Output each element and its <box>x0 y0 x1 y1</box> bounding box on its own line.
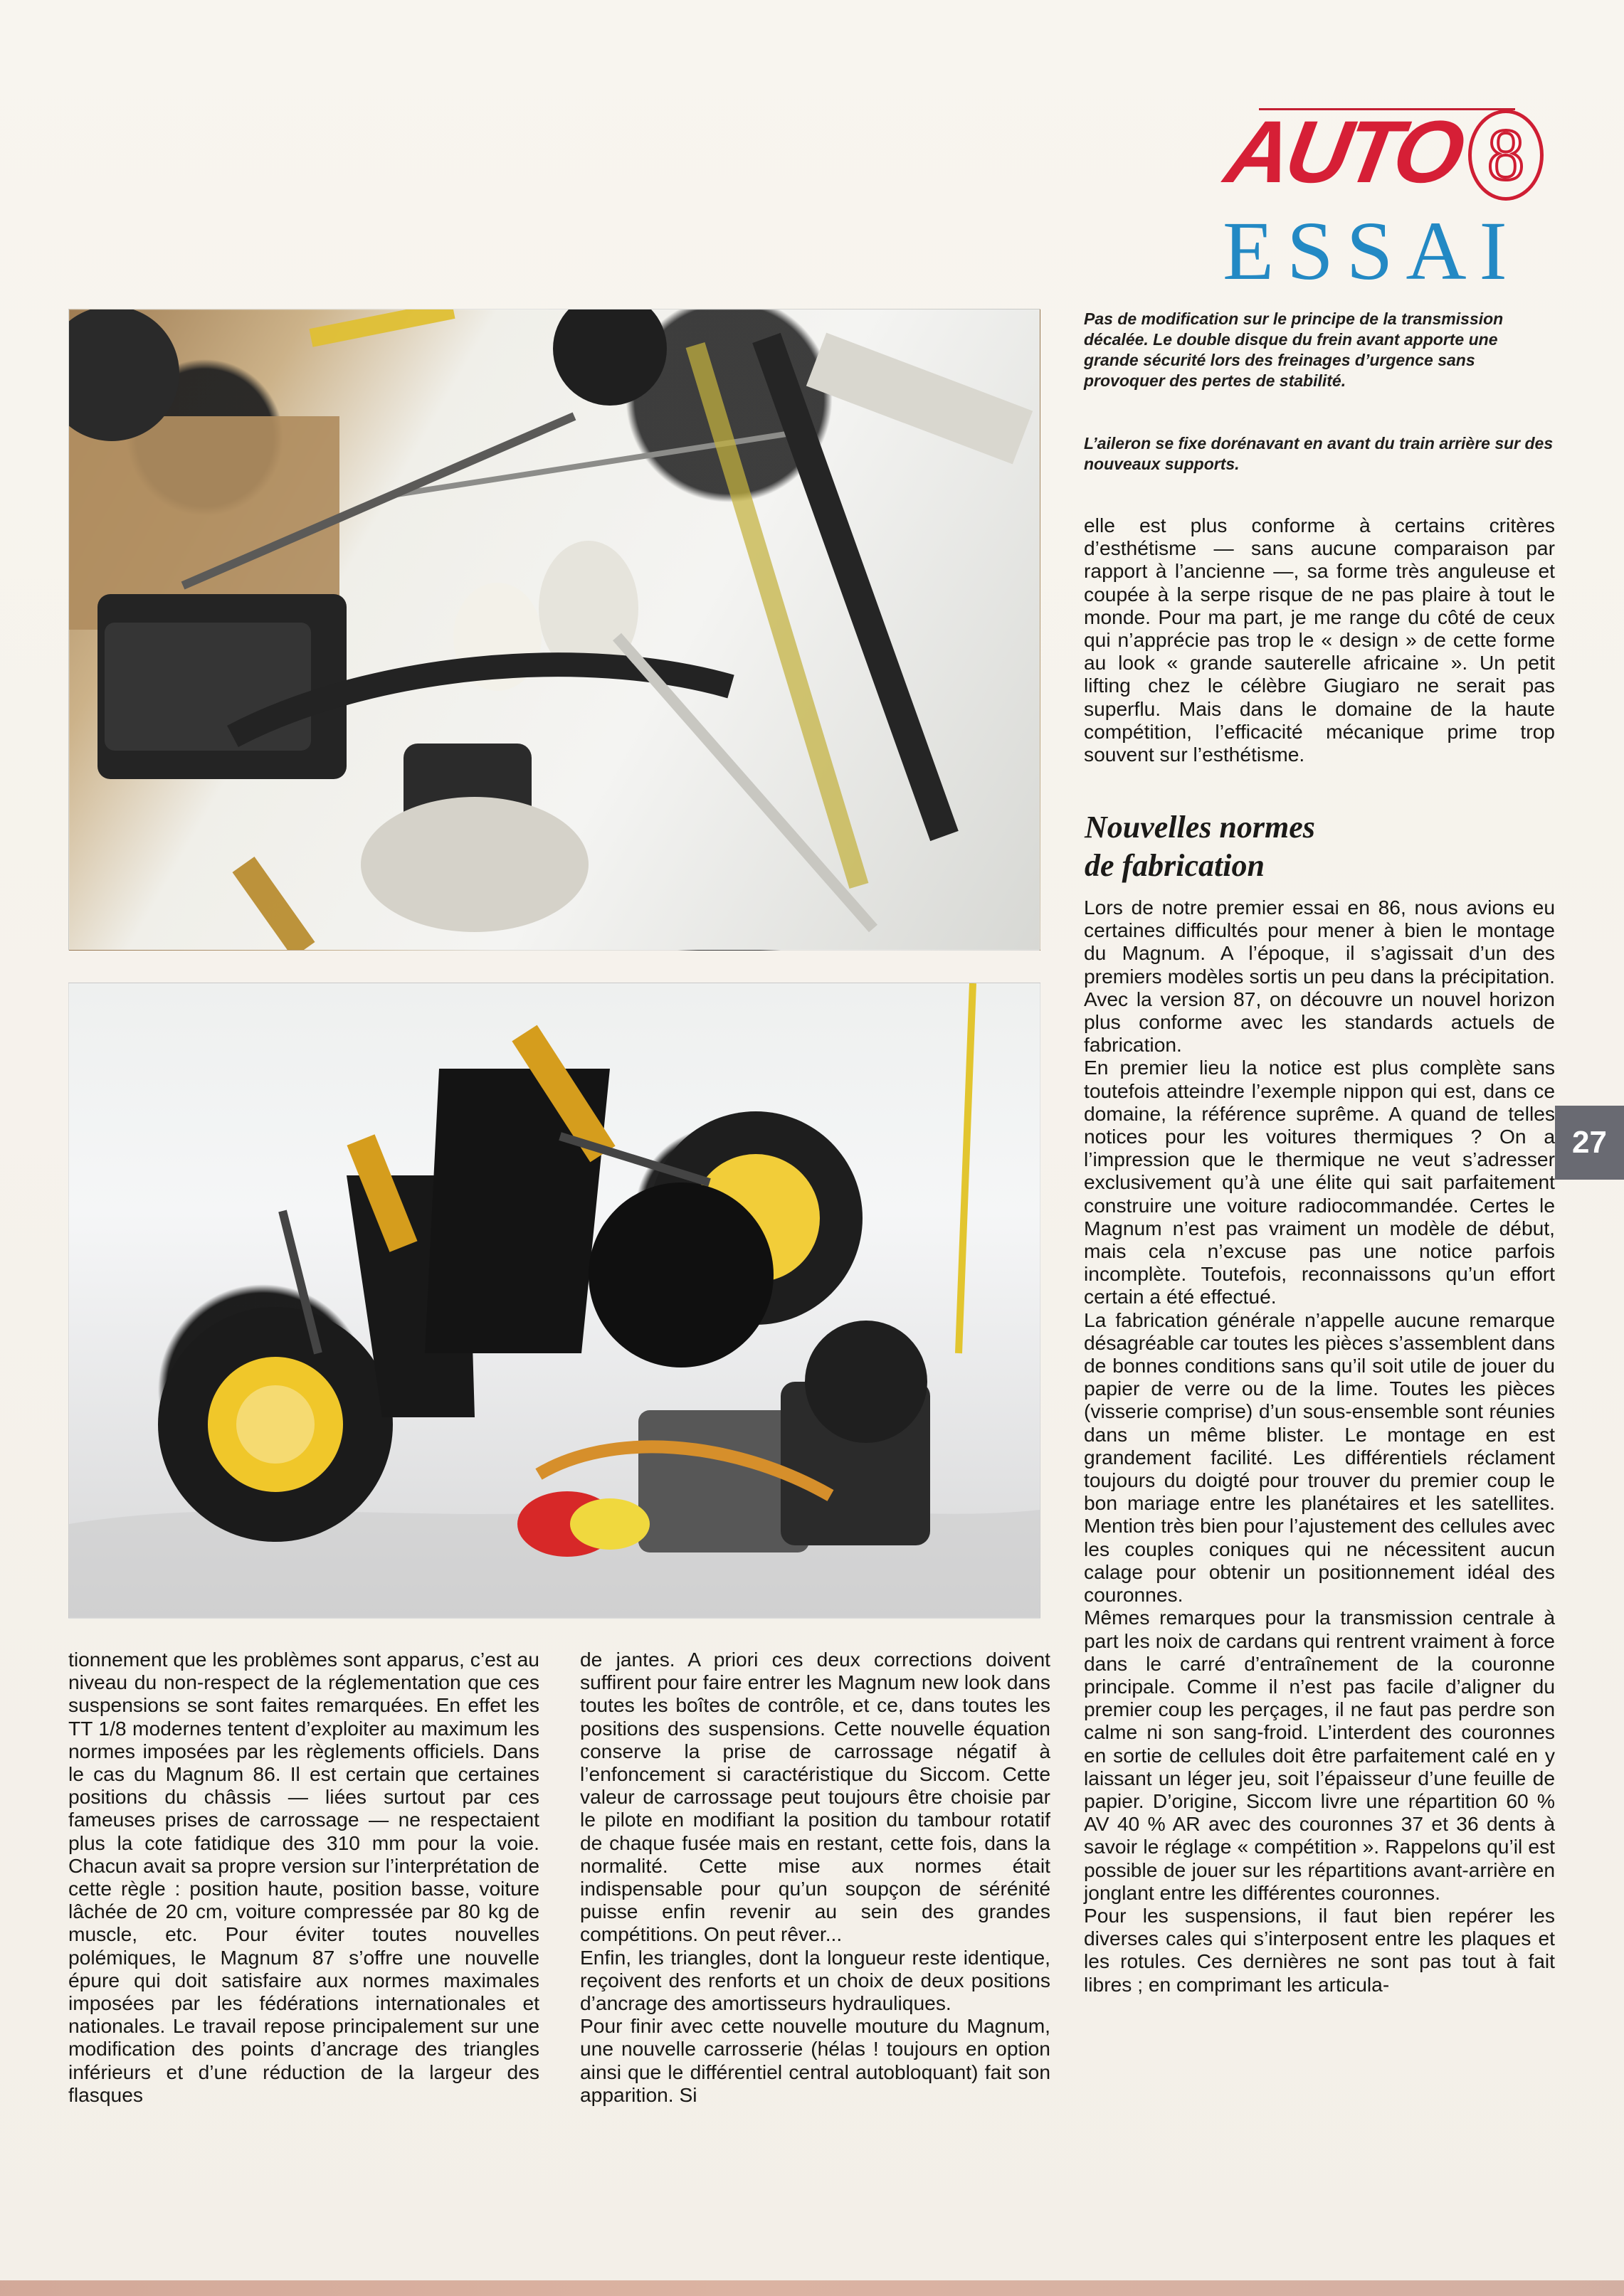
section-title <box>1085 808 1554 885</box>
logo-essai-text: ESSAI <box>1223 204 1520 297</box>
right-column-intro <box>1084 514 1555 766</box>
bottom-color-band <box>0 2280 1624 2296</box>
paragraph-right-3: La fabrication générale n’appelle aucune remarque désagréable car toutes les pièces s’assemblent dans de bonnes conditions sans qu’il soit utile de jouer du papier de verre ou de la lime. Toutes les pièces (visserie comprise) d’un sous-ensemble sont réunies dans un même blister. Le montage en est grandement facilité. Les différentiels réclament toujours du doigté pour trouver du premier coup le bon mariage entre les planétaires et les satellites. Mention très bien pour l’ajustement des cellules avec les couples coniques qui ne nécessitent aucun calage pour obtenir un positionnement idéal des couronnes. <box>1084 1308 1555 1607</box>
paragraph-bottom-middle-3: Pour finir avec cette nouvelle mouture du Magnum, une nouvelle carrosserie (hélas ! toujours en option ainsi que le différentiel central autobloquant) fait son apparition. Si <box>580 2014 1050 2106</box>
page-number-tab <box>1555 1106 1624 1180</box>
logo-auto-text: AUTO <box>1218 103 1468 201</box>
paragraph-bottom-middle-1: de jantes. A priori ces deux corrections doivent suffirent pour faire entrer les Magnum new look dans toutes les boîtes de contrôle, et ce, dans toutes les positions des suspensions. Cette nouvelle équation conserve la prise de carrossage négatif à l’enfoncement si caractéristique du Siccom. Cette valeur de carrossage peut toujours être choisie par le pilote en modifiant la position du tambour rotatif de chaque fusée mais en restant, cette fois, dans la normalité. Cette mise aux normes était indispensable pour qu’un soupçon de sérénité puisse enfin revenir au sein des grandes compétitions. On peut rêver... <box>580 1648 1050 1946</box>
paragraph-right-intro: elle est plus conforme à certains critères d’esthétisme — sans aucune comparaison par rapport à l’ancienne —, sa forme très anguleuse et coupée à la serpe risque de ne pas plaire à tout le monde. Pour ma part, je me range du côté de ceux qui n’apprécie pas trop le « design » de cette forme au look « grande sauterelle africaine ». Un petit lifting chez le célèbre Giugiaro ne serait pas superflu. Mais dans le domaine de la haute compétition, l’efficacité mécanique prime trop souvent sur l’esthétisme. <box>1084 514 1555 766</box>
logo-eight-mark: 8 <box>1468 110 1544 201</box>
bottom-middle-column <box>580 1648 1050 2106</box>
paragraph-right-2: En premier lieu la notice est plus complète sans toutefois atteindre l’exemple nippon qui est, dans ce domaine, la référence suprême. A quand de telles notices pour les voitures thermiques ? On a l’impression que le thermique ne veut s’adresser exclusivement qu’à une élite qui sait parfaitement construire une voiture radiocommandée. Certes le Magnum n’est pas vraiment un modèle de début, mais cela n’excuse pas une notice parfois incomplète. Toutefois, reconnaissons qu’un effort certain a été effectué. <box>1084 1056 1555 1308</box>
bottom-photo-full-car <box>68 983 1040 1619</box>
bottom-left-column <box>68 1648 539 2106</box>
magazine-logo <box>1218 103 1555 297</box>
caption-bottom-photo: L’aileron se fixe dorénavant en avant du train arrière sur des nouveaux supports. <box>1084 434 1554 473</box>
section-title-line-2: de fabrication <box>1085 848 1265 883</box>
paragraph-right-1: Lors de notre premier essai en 86, nous avions eu certaines difficultés pour mener à bien le montage du Magnum. A l’époque, il s’agissait d’un des premiers modèles sortis un peu dans la précipitation. Avec la version 87, on découvre un nouvel horizon plus conforme avec les standards actuels de fabrication. <box>1084 896 1555 1057</box>
paragraph-right-4: Mêmes remarques pour la transmission centrale à part les noix de cardans qui rentrent vraiment à force dans le carré d’entraînement de la couronne principale. Comme il n’est pas facile d’aligner du premier coup les perçages, il ne faut pas perdre son calme ni son sang-froid. L’interdent des couronnes en sortie de cellules doit être parfaitement calé en y laissant un léger jeu, soit l’épaisseur d’une feuille de papier. D’origine, Siccom livre une répartition 60 % AV 40 % AR avec des couronnes 37 et 36 dents à savoir le réglage « compétition ». Rappelons qu’il est possible de jouer sur les répartitions avant-arrière en jonglant entre les différentes couronnes. <box>1084 1606 1555 1904</box>
paragraph-bottom-left: tionnement que les problèmes sont apparus, c’est au niveau du non-respect de la réglementation que ces suspensions se sont faites remarquées. En effet les TT 1/8 modernes tentent d’exploiter au maximum les normes imposées par les règlements officiels. Dans le cas du Magnum 86. Il est certain que certaines positions du châssis — liées surtout par ces fameuses prises de carrossage — ne respectaient plus la cote fatidique des 310 mm pour la voie. Chacun avait sa propre version sur l’interprétation de cette règle : position haute, position basse, voiture lâchée de 20 cm, voiture compressée par 80 kg de muscle, etc. Pour éviter toutes nouvelles polémiques, le Magnum 87 s’offre une nouvelle épure qui doit satisfaire aux normes maximales imposées par les fédérations internationales et nationales. Le travail repose principalement sur une modification des points d’ancrage des triangles inférieurs et d’une réduction de la largeur des flasques <box>68 1648 539 2106</box>
top-photo-chassis-detail <box>68 309 1040 951</box>
paragraph-right-5: Pour les suspensions, il faut bien repérer les diverses cales qui s’interposent entre les plaques et les rotules. Ces dernières ne sont pas tout à fait libres ; en comprimant les articula- <box>1084 1903 1555 1996</box>
caption-top-photo: Pas de modification sur le principe de la transmission décalée. Le double disque du frein avant apporte une grande sécurité lors des freinages d’urgence sans provoquer des pertes de stabilité. <box>1084 310 1504 390</box>
page-number: 27 <box>1572 1125 1607 1160</box>
paragraph-bottom-middle-2: Enfin, les triangles, dont la longueur reste identique, reçoivent des renforts et un choix de deux positions d’ancrage des amortisseurs hydrauliques. <box>580 1945 1050 2015</box>
right-column-body <box>1084 896 1555 1996</box>
section-title-line-1: Nouvelles normes <box>1085 810 1315 845</box>
logo-auto-block <box>1218 103 1527 201</box>
